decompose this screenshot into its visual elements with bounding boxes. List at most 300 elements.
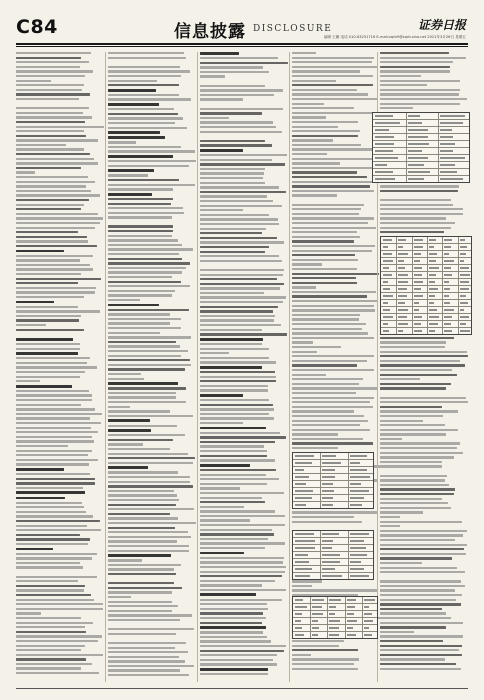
text-line — [200, 246, 269, 248]
text-line — [108, 94, 179, 96]
table-cell — [429, 302, 434, 304]
table-cell — [350, 575, 369, 577]
text-line — [108, 84, 179, 86]
text-line — [16, 394, 92, 396]
text-line — [200, 89, 283, 91]
table-cell — [383, 316, 393, 318]
text-line — [16, 436, 92, 438]
text-line — [380, 61, 453, 63]
text-line — [380, 341, 446, 343]
text-line — [380, 557, 452, 559]
text-line — [16, 324, 46, 326]
text-line — [200, 376, 276, 378]
text-line — [16, 585, 85, 587]
text-line — [108, 564, 181, 566]
text-line — [108, 239, 178, 241]
text-line — [292, 126, 338, 128]
table-cell — [322, 490, 334, 492]
masthead — [16, 14, 468, 40]
table-cell — [350, 483, 362, 485]
text-line — [292, 57, 374, 59]
table-cell — [383, 302, 388, 304]
table-cell — [429, 260, 436, 262]
text-line — [200, 232, 262, 234]
column-divider — [105, 52, 106, 682]
text-line — [108, 332, 160, 334]
text-column-3 — [200, 52, 288, 682]
table-cell — [375, 150, 393, 152]
text-line — [16, 135, 86, 137]
table-cell — [350, 490, 370, 492]
table-cell — [329, 634, 338, 636]
text-line — [292, 328, 362, 330]
text-line — [292, 268, 357, 270]
table-cell — [375, 122, 400, 124]
masthead-meta: 编辑 王鹏 电话 010-83251716 E-mail:zqrb9@zqrb.sina.net 2021年3月26日 星期五 — [323, 35, 466, 39]
text-line — [200, 287, 280, 289]
table-cell — [429, 281, 435, 283]
text-line — [200, 510, 275, 512]
text-line — [200, 464, 250, 467]
text-line — [108, 253, 179, 255]
text-line — [380, 369, 452, 371]
table-cell — [444, 288, 449, 290]
header-rule-thick — [16, 43, 468, 45]
text-line — [292, 429, 370, 431]
text-line — [16, 194, 100, 196]
text-line — [200, 319, 274, 321]
text-line — [292, 277, 356, 279]
table-cell — [429, 253, 437, 255]
disclosure-table — [372, 112, 470, 183]
text-line — [380, 548, 464, 550]
text-line — [108, 378, 144, 380]
text-line — [16, 315, 81, 317]
text-line — [108, 294, 172, 296]
text-line — [380, 351, 467, 353]
table-cell — [444, 302, 450, 304]
text-line — [380, 649, 459, 651]
text-line — [16, 589, 84, 591]
text-line — [108, 425, 177, 427]
text-line — [16, 658, 86, 660]
text-line — [108, 290, 175, 292]
text-line — [16, 473, 90, 475]
text-line — [200, 422, 243, 424]
text-line — [292, 360, 367, 362]
text-line — [200, 640, 271, 642]
text-line — [108, 628, 194, 630]
table-cell — [322, 547, 332, 549]
table-cell — [364, 599, 375, 601]
text-line — [16, 497, 65, 500]
text-line — [16, 450, 92, 452]
table-cell — [364, 634, 372, 636]
table-row — [381, 244, 471, 251]
text-line — [16, 107, 89, 109]
table-row — [373, 155, 469, 162]
text-line — [292, 236, 360, 238]
table-cell — [414, 295, 423, 297]
table-cell — [408, 178, 425, 180]
table-cell — [398, 309, 408, 311]
text-line — [380, 374, 457, 376]
table-cell — [444, 267, 450, 269]
text-line — [292, 204, 364, 206]
text-line — [380, 429, 458, 431]
text-line — [16, 622, 93, 624]
table-cell — [295, 490, 313, 492]
text-line — [108, 578, 174, 580]
text-line — [380, 355, 468, 357]
table-cell — [383, 309, 390, 311]
text-line — [108, 131, 160, 134]
text-line — [200, 515, 285, 517]
text-line — [380, 640, 443, 642]
table-cell — [440, 129, 452, 131]
text-line — [16, 557, 92, 559]
table-cell — [383, 239, 392, 241]
text-line — [200, 296, 286, 298]
text-line — [380, 392, 448, 394]
text-line — [380, 626, 446, 628]
text-line — [292, 61, 372, 63]
table-cell — [408, 171, 431, 173]
text-line — [16, 357, 90, 359]
text-line — [16, 366, 97, 368]
text-line — [292, 525, 369, 527]
text-line — [16, 538, 90, 540]
text-line — [16, 185, 86, 187]
table-row — [293, 618, 377, 625]
text-line — [292, 668, 358, 670]
text-line — [292, 410, 354, 412]
text-line — [200, 584, 262, 586]
table-row — [293, 453, 373, 460]
table-cell — [322, 504, 332, 506]
table-cell — [383, 330, 389, 332]
text-line — [16, 520, 100, 522]
text-line — [292, 273, 379, 275]
text-line — [292, 364, 357, 366]
disclosure-table — [292, 596, 378, 639]
text-line — [292, 75, 373, 77]
table-cell — [398, 330, 403, 332]
table-cell — [414, 253, 422, 255]
table-row — [293, 474, 373, 481]
text-line — [380, 475, 447, 477]
text-line — [292, 420, 368, 422]
table-cell — [383, 295, 393, 297]
table-cell — [383, 323, 388, 325]
table-cell — [408, 150, 422, 152]
table-cell — [350, 561, 362, 563]
text-line — [380, 507, 451, 509]
table-cell — [460, 274, 470, 276]
text-line — [16, 268, 93, 270]
text-line — [200, 163, 285, 165]
text-line — [292, 130, 360, 132]
text-line — [292, 447, 338, 449]
text-line — [380, 635, 463, 637]
text-line — [200, 228, 266, 230]
newspaper-logo: 证券日报 — [417, 18, 466, 32]
text-line — [108, 75, 181, 77]
text-line — [108, 419, 150, 422]
text-line — [200, 352, 229, 354]
table-cell — [329, 613, 335, 615]
text-line — [16, 80, 51, 82]
text-line — [200, 617, 266, 619]
text-line — [200, 663, 277, 665]
table-cell — [322, 476, 334, 478]
text-line — [16, 236, 87, 238]
text-line — [380, 599, 456, 601]
table-cell — [350, 455, 367, 457]
text-line — [292, 387, 378, 389]
text-line — [200, 182, 265, 184]
text-line — [16, 390, 89, 392]
table-row — [293, 495, 373, 502]
text-line — [200, 209, 243, 211]
text-line — [200, 66, 263, 68]
text-line — [108, 299, 140, 301]
text-line — [200, 57, 278, 59]
text-line — [108, 203, 171, 205]
text-line — [16, 89, 82, 91]
footer-rule — [16, 688, 468, 689]
table-cell — [440, 136, 452, 138]
text-line — [108, 262, 190, 264]
text-line — [108, 536, 191, 538]
table-row — [381, 272, 471, 279]
table-cell — [322, 554, 340, 556]
text-line — [380, 567, 457, 569]
table-cell — [429, 330, 435, 332]
text-line — [200, 255, 279, 257]
table-row — [373, 141, 469, 148]
text-line — [380, 190, 458, 192]
table-cell — [375, 171, 393, 173]
text-line — [200, 654, 277, 656]
table-cell — [350, 497, 365, 499]
text-line — [16, 645, 85, 647]
text-line — [380, 479, 445, 481]
table-cell — [347, 634, 356, 636]
text-line — [108, 387, 186, 389]
text-line — [108, 443, 143, 445]
text-line — [380, 585, 465, 587]
table-row — [381, 293, 471, 300]
text-line — [292, 208, 361, 210]
text-line — [380, 502, 448, 504]
table-row — [293, 467, 373, 474]
table-cell — [460, 330, 470, 332]
text-line — [16, 204, 84, 206]
text-line — [200, 459, 275, 461]
text-line — [200, 269, 284, 271]
text-line — [16, 654, 103, 656]
table-cell — [460, 239, 465, 241]
text-line — [200, 241, 284, 243]
text-line — [108, 545, 189, 547]
table-cell — [414, 288, 421, 290]
text-line — [380, 57, 466, 59]
table-cell — [460, 309, 465, 311]
text-line — [200, 71, 269, 73]
text-line — [380, 424, 445, 426]
text-line — [108, 258, 182, 260]
text-line — [16, 144, 66, 146]
text-line — [380, 360, 460, 362]
table-cell — [295, 634, 304, 636]
text-line — [200, 636, 267, 638]
table-cell — [347, 620, 357, 622]
text-line — [380, 456, 454, 458]
text-line — [292, 663, 354, 665]
text-line — [292, 658, 359, 660]
text-line — [16, 376, 80, 378]
table-cell — [375, 129, 389, 131]
text-line — [108, 271, 182, 273]
table-cell — [312, 620, 317, 622]
text-line — [292, 70, 360, 72]
text-line — [200, 436, 286, 438]
text-line — [16, 511, 86, 513]
text-line — [292, 351, 317, 353]
text-line — [108, 476, 190, 478]
table-cell — [375, 143, 394, 145]
column-divider — [197, 52, 198, 682]
text-line — [200, 168, 265, 170]
text-line — [16, 319, 79, 321]
table-row — [293, 481, 373, 488]
text-line — [200, 542, 285, 544]
text-line — [16, 440, 94, 442]
text-line — [16, 408, 95, 410]
table-cell — [312, 634, 318, 636]
text-line — [200, 538, 268, 540]
table-cell — [429, 288, 438, 290]
text-line — [292, 291, 376, 293]
table-cell — [295, 497, 312, 499]
table-cell — [322, 455, 336, 457]
table-cell — [398, 281, 407, 283]
text-line — [16, 291, 95, 293]
text-line — [108, 540, 177, 542]
table-cell — [329, 620, 340, 622]
text-line — [108, 508, 194, 510]
text-line — [292, 250, 372, 252]
text-line — [292, 433, 338, 435]
text-line — [200, 324, 281, 326]
table-cell — [347, 627, 354, 629]
text-line — [200, 474, 266, 476]
text-line — [16, 282, 78, 284]
text-line — [292, 511, 377, 513]
text-line — [108, 103, 159, 106]
text-line — [16, 66, 80, 68]
text-line — [16, 103, 103, 105]
text-line — [16, 445, 68, 447]
text-line — [108, 550, 189, 552]
text-line — [16, 273, 81, 275]
text-line — [108, 193, 152, 196]
table-cell — [295, 455, 314, 457]
text-line — [200, 478, 279, 480]
text-line — [108, 462, 193, 464]
table-cell — [295, 504, 306, 506]
text-line — [108, 155, 173, 158]
table-cell — [329, 606, 336, 608]
text-line — [108, 517, 178, 519]
text-line — [292, 640, 344, 642]
text-line — [292, 406, 373, 408]
text-line — [292, 181, 377, 183]
text-line — [292, 144, 361, 146]
text-line — [16, 217, 103, 219]
header-rule-thin — [16, 46, 468, 47]
text-line — [200, 580, 275, 582]
text-line — [108, 415, 193, 417]
text-line — [108, 225, 173, 227]
text-line — [200, 380, 276, 382]
text-line — [200, 260, 282, 262]
text-line — [292, 112, 375, 114]
table-row — [381, 258, 471, 265]
table-cell — [440, 164, 454, 166]
table-cell — [444, 330, 452, 332]
text-line — [108, 276, 172, 278]
text-line — [380, 612, 446, 614]
text-line — [380, 488, 455, 490]
text-line — [200, 552, 244, 555]
section-title-en: DISCLOSURE — [253, 24, 333, 34]
table-cell — [444, 323, 450, 325]
text-line — [292, 355, 374, 357]
text-column-2 — [108, 52, 196, 682]
text-line — [380, 213, 463, 215]
text-line — [380, 66, 450, 68]
text-line — [108, 373, 141, 375]
text-line — [108, 396, 176, 398]
text-line — [292, 397, 374, 399]
text-line — [108, 66, 180, 68]
text-line — [108, 113, 178, 115]
text-line — [108, 281, 181, 283]
text-line — [16, 222, 100, 224]
text-line — [380, 603, 461, 605]
text-line — [16, 116, 92, 118]
text-line — [108, 554, 171, 557]
text-line — [16, 162, 98, 164]
text-line — [200, 126, 276, 128]
text-line — [292, 442, 373, 444]
text-line — [16, 171, 35, 173]
table-row — [293, 545, 373, 552]
text-line — [292, 240, 354, 242]
text-line — [108, 637, 171, 639]
text-line — [292, 438, 363, 440]
table-cell — [398, 267, 405, 269]
text-line — [200, 186, 279, 188]
text-line — [200, 154, 287, 156]
table-cell — [444, 316, 451, 318]
table-cell — [414, 239, 423, 241]
text-line — [292, 254, 355, 256]
text-line — [292, 323, 366, 325]
text-line — [16, 255, 93, 257]
